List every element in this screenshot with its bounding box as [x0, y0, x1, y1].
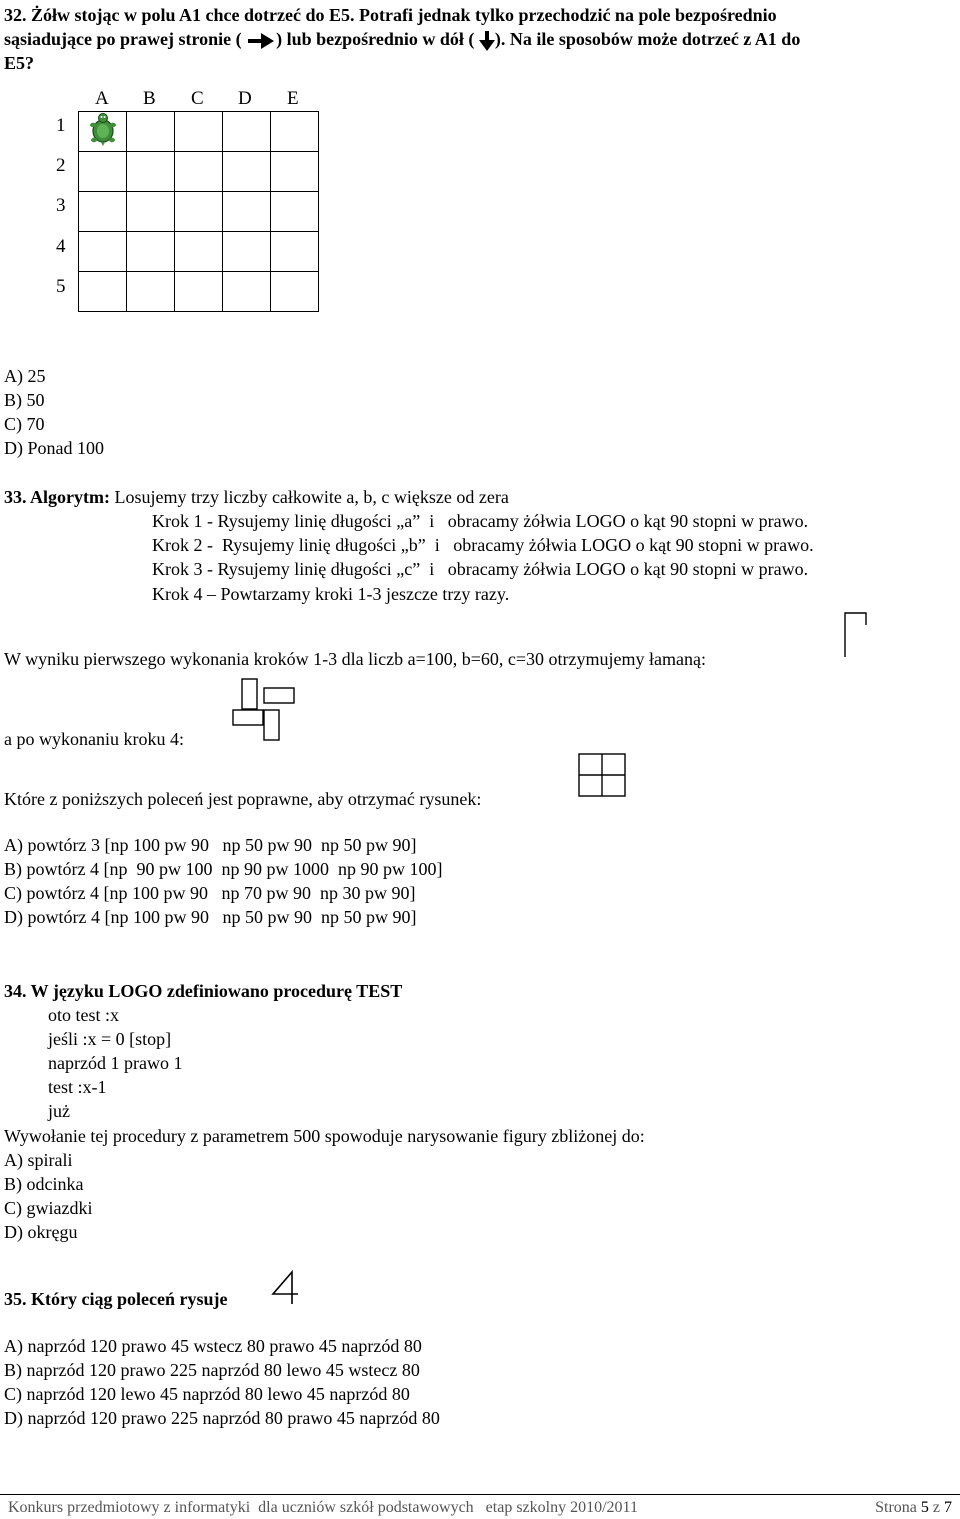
arrow-down-icon — [479, 31, 495, 51]
pinwheel-figure — [230, 676, 298, 744]
q33-step-2: Krok 2 - Rysujemy linię długości „b” i obracamy żółwia LOGO o kąt 90 stopni w prawo. — [152, 535, 814, 555]
q32-title-line2 — [4, 28, 800, 51]
q32-answer-b: B) 50 — [4, 390, 45, 410]
q35-answer-d: D) naprzód 120 prawo 225 naprzód 80 prawo 45 naprzód 80 — [4, 1408, 440, 1428]
q34-answer-b: B) odcinka — [4, 1174, 84, 1194]
q35-heading: 35. Który ciąg poleceń rysuje — [4, 1289, 228, 1309]
grid-row-label-2: 2 — [56, 155, 66, 176]
q35-answer-b: B) naprzód 120 prawo 225 naprzód 80 lewo 45 wstecz 80 — [4, 1360, 420, 1380]
q33-step-1: Krok 1 - Rysujemy linię długości „a” i obracamy żółwia LOGO o kąt 90 stopni w prawo. — [152, 511, 809, 531]
grid-row-label-5: 5 — [56, 276, 66, 297]
q33-step-3: Krok 3 - Rysujemy linię długości „c” i obracamy żółwia LOGO o kąt 90 stopni w prawo. — [152, 559, 809, 579]
cell-e5 — [271, 272, 319, 312]
q33-heading — [4, 486, 509, 508]
q32-answer-c: C) 70 — [4, 414, 45, 434]
q33-question: Które z poniższych poleceń jest poprawne, aby otrzymać rysunek: — [4, 789, 482, 809]
q32-title-line3: E5? — [4, 53, 35, 73]
q33-answer-c: C) powtórz 4 [np 100 pw 90 np 70 pw 90 np 30 pw 90] — [4, 883, 416, 903]
q35-answer-a: A) naprzód 120 prawo 45 wstecz 80 prawo 45 naprzód 80 — [4, 1336, 422, 1356]
footer-current-page: 5 — [920, 1499, 929, 1516]
q34-code-line-3: naprzód 1 prawo 1 — [48, 1053, 183, 1073]
q33-answer-a: A) powtórz 3 [np 100 pw 90 np 50 pw 90 np 50 pw 90] — [4, 835, 417, 855]
q34-code-line-2: jeśli :x = 0 [stop] — [48, 1029, 172, 1049]
grid-col-label-a: A — [95, 88, 109, 109]
q32-title-part-b: ) lub bezpośrednio w dół ( — [276, 29, 475, 49]
q34-code-line-1: oto test :x — [48, 1005, 119, 1025]
grid-row-label-3: 3 — [56, 195, 66, 216]
q34-answer-d: D) okręgu — [4, 1222, 78, 1242]
q33-step-4: Krok 4 – Powtarzamy kroki 1-3 jeszcze trzy razy. — [152, 584, 510, 604]
arrow-right-icon — [246, 33, 276, 49]
q35-answer-c: C) naprzód 120 lewo 45 naprzód 80 lewo 45 naprzód 80 — [4, 1384, 410, 1404]
q34-question: Wywołanie tej procedury z parametrem 500 spowoduje narysowanie figury zbliżonej do: — [4, 1126, 645, 1146]
q32-title-part-a: sąsiadujące po prawej stronie ( — [4, 29, 242, 49]
footer-title: Konkurs przedmiotowy z informatyki dla uczniów szkół podstawowych etap szkolny 2010/2011 — [8, 1499, 638, 1516]
footer-page-number — [875, 1497, 952, 1519]
grid-col-label-b: B — [143, 88, 156, 109]
q33-first-result: W wyniku pierwszego wykonania kroków 1-3 dla liczb a=100, b=60, c=30 otrzymujemy łamaną: — [4, 649, 706, 669]
grid-col-label-e: E — [287, 88, 299, 109]
q34-code-line-5: już — [48, 1101, 70, 1121]
footer-page-mid: z — [928, 1499, 944, 1516]
grid-col-label-d: D — [238, 88, 252, 109]
q32-title-part-c: ). Na ile sposobów może dotrzeć z A1 do — [494, 29, 801, 49]
q34-heading: 34. W języku LOGO zdefiniowano procedurę TEST — [4, 981, 403, 1001]
grid-row-label-1: 1 — [56, 115, 66, 136]
page-footer — [0, 1494, 960, 1517]
turtle-icon — [88, 112, 118, 146]
q32-answer-a: A) 25 — [4, 366, 46, 386]
q34-answer-a: A) spirali — [4, 1150, 73, 1170]
square-grid-figure — [577, 752, 629, 800]
q33-answer-d: D) powtórz 4 [np 100 pw 90 np 50 pw 90 np 50 pw 90] — [4, 907, 417, 927]
footer-total-pages: 7 — [944, 1499, 952, 1516]
q33-label: 33. Algorytm: — [4, 487, 110, 507]
grid-row-label-4: 4 — [56, 236, 66, 257]
polyline-figure-first — [842, 611, 872, 659]
q33-answer-b: B) powtórz 4 [np 90 pw 100 np 90 pw 1000 np 90 pw 100] — [4, 859, 443, 879]
q34-code-line-4: test :x-1 — [48, 1077, 107, 1097]
digit-four-figure — [270, 1270, 300, 1306]
footer-page-prefix: Strona — [875, 1499, 921, 1516]
q33-intro: Losujemy trzy liczby całkowite a, b, c większe od zera — [109, 487, 509, 507]
q32-answer-d: D) Ponad 100 — [4, 438, 104, 458]
q33-after-step4: a po wykonaniu kroku 4: — [4, 729, 184, 749]
q32-title-line1: 32. Żółw stojąc w polu A1 chce dotrzeć do E5. Potrafi jednak tylko przechodzić na pole bezpośrednio — [4, 5, 777, 25]
q34-answer-c: C) gwiazdki — [4, 1198, 93, 1218]
grid-col-label-c: C — [191, 88, 204, 109]
